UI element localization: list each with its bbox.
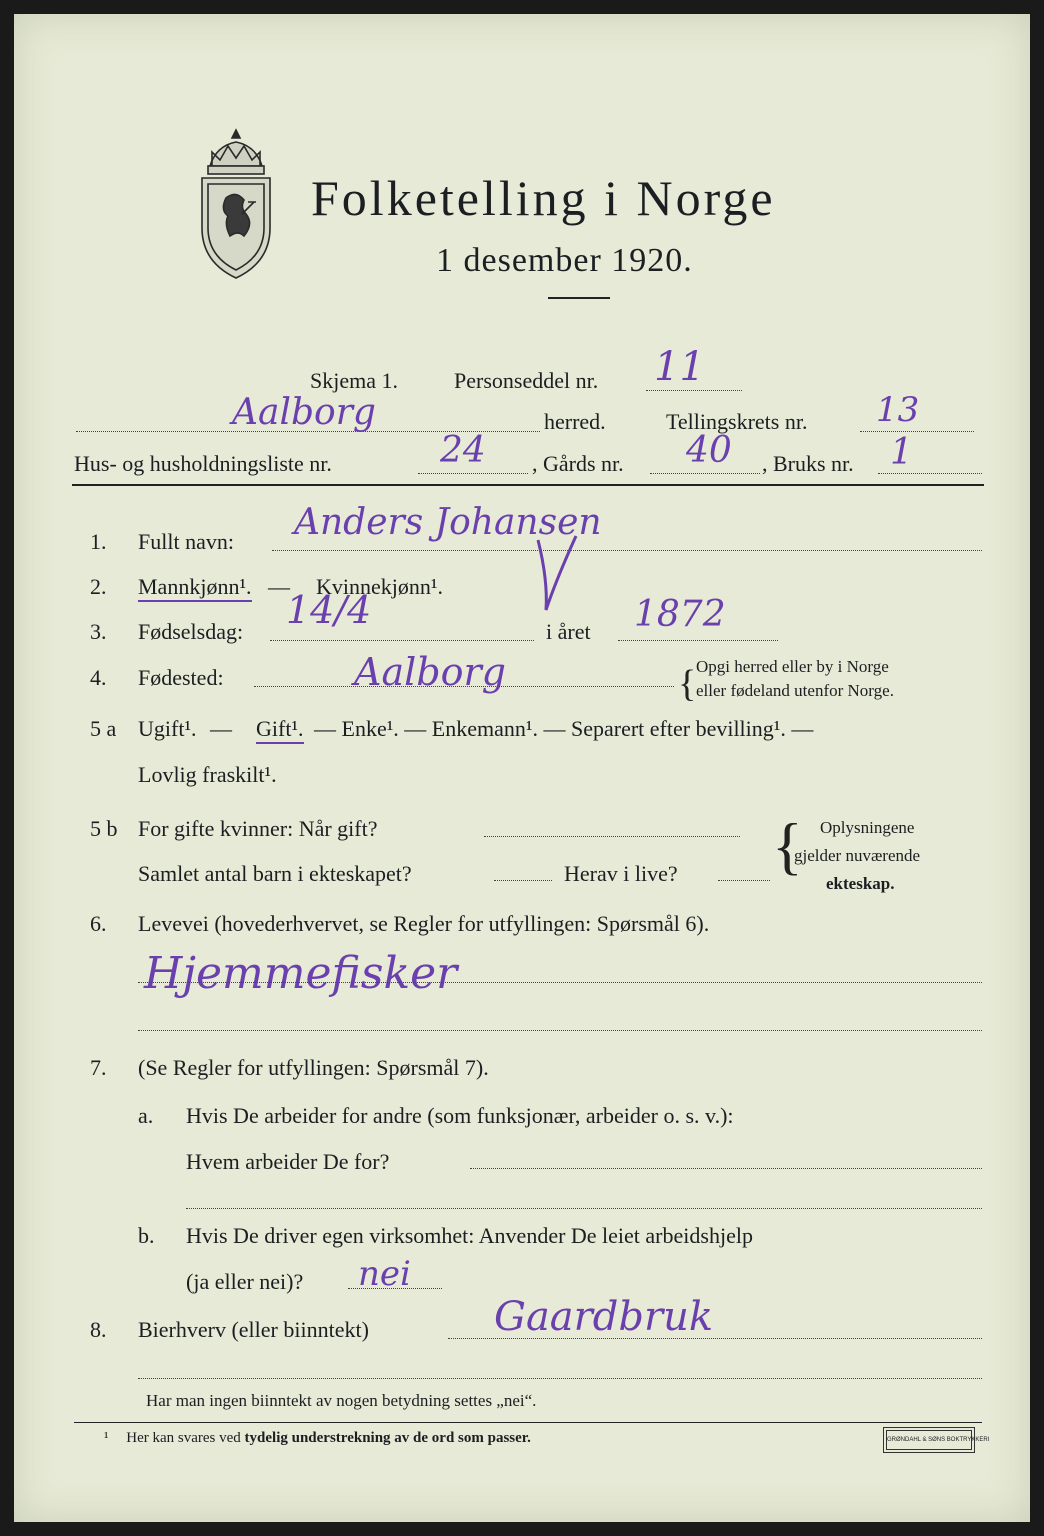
q5a-rest: — Enke¹. — Enkemann¹. — Separert efter bevilling¹. — bbox=[314, 716, 814, 741]
q7b-letter: b. bbox=[138, 1223, 155, 1248]
tellingskrets-line bbox=[860, 431, 974, 432]
personseddel-value: 11 bbox=[654, 344, 705, 390]
q5b-line3 bbox=[718, 880, 770, 881]
q2-female: Kvinnekjønn¹. bbox=[316, 574, 443, 599]
personseddel-line bbox=[646, 390, 742, 391]
q5b-note-line3: ekteskap. bbox=[826, 874, 895, 893]
q7-number: 7. bbox=[90, 1055, 107, 1080]
q6-line2 bbox=[138, 1030, 982, 1031]
herred-value: Aalborg bbox=[232, 392, 376, 433]
q7a-line1: Hvis De arbeider for andre (som funksjonær, arbeider o. s. v.): bbox=[186, 1103, 734, 1128]
personseddel-label: Personseddel nr. bbox=[454, 368, 599, 393]
q1-line bbox=[272, 550, 982, 551]
form-title: Folketelling i Norge bbox=[311, 170, 776, 226]
q7a-letter: a. bbox=[138, 1103, 154, 1128]
title-divider bbox=[548, 297, 610, 299]
herred-label: herred. bbox=[544, 409, 606, 434]
q5a-separator: — bbox=[210, 716, 232, 741]
q7a-answer-line1 bbox=[470, 1168, 982, 1169]
q4-note-line1: Opgi herred eller by i Norge bbox=[696, 657, 889, 676]
gards-value: 40 bbox=[686, 430, 732, 471]
q7b-line2: (ja eller nei)? bbox=[186, 1269, 304, 1294]
q5b-label1: For gifte kvinner: Når gift? bbox=[138, 816, 378, 841]
q5b-line1 bbox=[484, 836, 740, 837]
footnote bbox=[104, 1430, 531, 1447]
q5b-label3: Herav i live? bbox=[564, 861, 678, 886]
bruks-label: , Bruks nr. bbox=[762, 451, 854, 476]
husliste-label: Hus- og husholdningsliste nr. bbox=[74, 451, 332, 476]
q5a-number: 5 a bbox=[90, 716, 117, 741]
q5a-line2: Lovlig fraskilt¹. bbox=[138, 762, 277, 787]
q2-number: 2. bbox=[90, 574, 107, 599]
q2-checkmark bbox=[534, 534, 584, 614]
tellingskrets-value: 13 bbox=[876, 390, 920, 430]
footnote-bold: tydelig understrekning av de ord som passer. bbox=[244, 1430, 531, 1446]
q3-label: Fødselsdag: bbox=[138, 619, 244, 644]
q5b-line2 bbox=[494, 880, 552, 881]
q8-secondary-occupation: Gaardbruk bbox=[494, 1294, 714, 1340]
printer-stamp bbox=[886, 1430, 990, 1450]
q5b-brace: { bbox=[772, 810, 803, 881]
q5a-ugift: Ugift¹. bbox=[138, 716, 197, 741]
q7-label: (Se Regler for utfyllingen: Spørsmål 7). bbox=[138, 1055, 489, 1080]
q8-number: 8. bbox=[90, 1317, 107, 1342]
q7a-answer-line2 bbox=[186, 1208, 982, 1209]
q8-line1 bbox=[448, 1338, 982, 1339]
q6-occupation: Hjemmefisker bbox=[144, 948, 458, 999]
q5a-gift-underlined: Gift¹. bbox=[256, 716, 304, 744]
header-divider bbox=[72, 484, 984, 486]
q1-label: Fullt navn: bbox=[138, 529, 234, 554]
q3-number: 3. bbox=[90, 619, 107, 644]
q5b-note-line1: Oplysningene bbox=[820, 818, 915, 837]
q4-line bbox=[254, 686, 674, 687]
q4-label: Fødested: bbox=[138, 665, 224, 690]
form-date: 1 desember 1920. bbox=[436, 242, 693, 279]
q7b-line1: Hvis De driver egen virksomhet: Anvender De leiet arbeidshjelp bbox=[186, 1223, 753, 1248]
bruks-value: 1 bbox=[890, 432, 913, 473]
q6-label: Levevei (hovederhvervet, se Regler for utfyllingen: Spørsmål 6). bbox=[138, 911, 710, 936]
q6-line1 bbox=[138, 982, 982, 983]
q4-birthplace: Aalborg bbox=[354, 650, 506, 694]
q5b-note-line2: gjelder nuværende bbox=[794, 846, 921, 865]
q2-separator: — bbox=[268, 574, 290, 599]
census-form bbox=[14, 14, 1030, 1522]
q3-year-label: i året bbox=[546, 619, 591, 644]
q1-full-name: Anders Johansen bbox=[294, 502, 602, 543]
q4-number: 4. bbox=[90, 665, 107, 690]
q4-note-line2: eller fødeland utenfor Norge. bbox=[696, 681, 894, 700]
q7b-answer-line bbox=[348, 1288, 442, 1289]
q7a-line2: Hvem arbeider De for? bbox=[186, 1149, 390, 1174]
q3-birth-date: 14/4 bbox=[286, 588, 372, 632]
footnote-mark: ¹ bbox=[104, 1430, 109, 1446]
footnote-plain: Her kan svares ved bbox=[126, 1430, 245, 1446]
q7b-answer: nei bbox=[358, 1254, 411, 1294]
q8-line2 bbox=[138, 1378, 982, 1379]
q2-male-underlined: Mannkjønn¹. bbox=[138, 574, 252, 602]
q3-birth-year: 1872 bbox=[634, 594, 726, 635]
husliste-value: 24 bbox=[440, 430, 486, 471]
q4-brace: { bbox=[678, 663, 697, 705]
q5b-number: 5 b bbox=[90, 816, 118, 841]
q6-number: 6. bbox=[90, 911, 107, 936]
gards-line bbox=[650, 473, 760, 474]
printer-stamp-text: GRØNDAHL & SØNS BOKTRYKKERI bbox=[887, 1437, 990, 1443]
coat-of-arms-icon bbox=[190, 122, 282, 282]
q3-date-line bbox=[270, 640, 534, 641]
bruks-line bbox=[878, 473, 982, 474]
q8-label: Bierhverv (eller biinntekt) bbox=[138, 1317, 369, 1342]
tellingskrets-label: Tellingskrets nr. bbox=[666, 409, 808, 434]
gards-label: , Gårds nr. bbox=[532, 451, 624, 476]
footer-note: Har man ingen biinntekt av nogen betydning settes „nei“. bbox=[146, 1391, 537, 1410]
q1-number: 1. bbox=[90, 529, 107, 554]
husliste-line bbox=[418, 473, 528, 474]
footer-divider bbox=[74, 1422, 982, 1423]
q5b-label2: Samlet antal barn i ekteskapet? bbox=[138, 861, 412, 886]
q3-year-line bbox=[618, 640, 778, 641]
schema-label: Skjema 1. bbox=[310, 368, 398, 393]
